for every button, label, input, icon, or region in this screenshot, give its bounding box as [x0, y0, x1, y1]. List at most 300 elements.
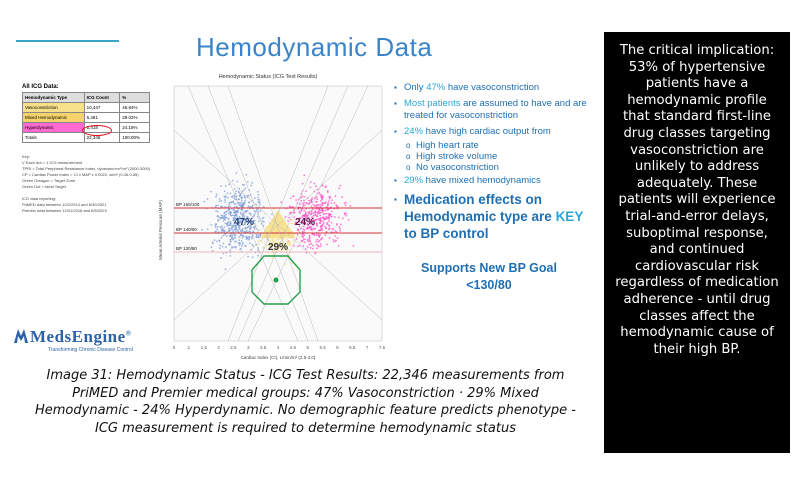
table-header: ICG Count — [84, 93, 120, 103]
scatter-dot — [326, 244, 328, 246]
scatter-dot — [230, 229, 232, 231]
scatter-dot — [322, 204, 324, 206]
scatter-dot — [292, 196, 294, 198]
scatter-dot — [336, 224, 338, 226]
scatter-dot — [318, 246, 320, 248]
scatter-dot — [215, 210, 217, 212]
scatter-dot — [319, 215, 321, 217]
scatter-dot — [310, 199, 312, 201]
scatter-dot — [222, 217, 224, 219]
scatter-dot — [318, 236, 320, 238]
table-row: Totals 22,346 100.00% — [23, 133, 150, 143]
scatter-dot — [255, 224, 257, 226]
scatter-dot — [253, 231, 255, 233]
scatter-dot — [292, 240, 294, 242]
scatter-dot — [224, 215, 226, 217]
scatter-dot — [224, 197, 226, 199]
scatter-dot — [207, 228, 209, 230]
scatter-dot — [243, 195, 245, 197]
x-tick-label: 2.5 — [230, 345, 237, 350]
ideal-target-dot — [274, 278, 279, 283]
scatter-dot — [331, 199, 333, 201]
scatter-dot — [234, 203, 236, 205]
scatter-dot — [323, 222, 325, 224]
scatter-dot — [244, 199, 246, 201]
scatter-dot — [201, 229, 203, 231]
x-tick-label: 6.5 — [349, 345, 356, 350]
x-tick-label: 1.5 — [200, 345, 207, 350]
scatter-dot — [227, 218, 229, 220]
scatter-dot — [239, 202, 241, 204]
scatter-dot — [224, 216, 226, 218]
scatter-dot — [313, 183, 315, 185]
scatter-dot — [345, 205, 347, 207]
note-line: ICG data reporting: — [22, 196, 57, 201]
scatter-dot — [241, 199, 243, 201]
scatter-dot — [287, 220, 289, 222]
scatter-dot — [252, 256, 254, 258]
x-tick-label: 7 — [365, 345, 369, 350]
scatter-dot — [341, 196, 343, 198]
scatter-dot — [328, 224, 330, 226]
scatter-dot — [303, 202, 305, 204]
scatter-dot — [298, 211, 300, 213]
scatter-dot — [215, 196, 217, 198]
scatter-dot — [256, 228, 258, 230]
scatter-dot — [330, 196, 332, 198]
bullet-item: ▪ Only 47% have vasoconstriction — [394, 82, 593, 94]
bp-goal-line: <130/80 — [466, 278, 512, 292]
scatter-dot — [234, 188, 236, 190]
scatter-dot — [228, 230, 230, 232]
scatter-dot — [321, 202, 323, 204]
scatter-dot — [231, 227, 233, 229]
x-tick-label: 4 — [276, 345, 280, 350]
bullet-item: ▪ 29% have mixed hemodynamics — [394, 175, 593, 187]
scatter-dot — [217, 211, 219, 213]
scatter-dot — [239, 242, 241, 244]
scatter-dot — [216, 194, 218, 196]
scatter-dot — [235, 193, 237, 195]
scatter-dot — [215, 227, 217, 229]
scatter-dot — [275, 239, 277, 241]
scatter-dot — [255, 236, 257, 238]
scatter-dot — [260, 210, 262, 212]
table-header: Hemodynamic Type — [23, 93, 85, 103]
scatter-dot — [231, 215, 233, 217]
scatter-dot — [338, 245, 340, 247]
note-line: Premier data between 12/31/2016 and 6/5/2023 — [22, 208, 107, 213]
scatter-dot — [224, 218, 226, 220]
scatter-dot — [214, 225, 216, 227]
scatter-dot — [228, 204, 230, 206]
scatter-dot — [250, 214, 252, 216]
scatter-dot — [337, 237, 339, 239]
scatter-dot — [236, 203, 238, 205]
scatter-dot — [247, 256, 249, 258]
scatter-dot — [321, 229, 323, 231]
scatter-dot — [317, 213, 319, 215]
scatter-dot — [247, 181, 249, 183]
scatter-dot — [224, 201, 226, 203]
scatter-dot — [226, 235, 228, 237]
scatter-dot — [221, 214, 223, 216]
scatter-dot — [331, 216, 333, 218]
scatter-dot — [305, 190, 307, 192]
total-highlight-ring — [82, 125, 112, 136]
scatter-dot — [316, 239, 318, 241]
scatter-dot — [224, 190, 226, 192]
scatter-dot — [318, 192, 320, 194]
scatter-dot — [251, 182, 253, 184]
scatter-dot — [222, 235, 224, 237]
scatter-dot — [215, 205, 217, 207]
scatter-dot — [309, 244, 311, 246]
scatter-dot — [322, 208, 324, 210]
scatter-dot — [238, 199, 240, 201]
scatter-dot — [257, 191, 259, 193]
scatter-dot — [316, 225, 318, 227]
scatter-dot — [313, 212, 315, 214]
scatter-dot — [242, 243, 244, 245]
scatter-dot — [310, 247, 312, 249]
scatter-dot — [240, 213, 242, 215]
scatter-dot — [217, 226, 219, 228]
x-axis-ticks — [173, 345, 386, 350]
scatter-dot — [300, 210, 302, 212]
scatter-dot — [254, 226, 256, 228]
table-row: Vasoconstriction 10,447 46.84% — [23, 103, 150, 113]
scatter-dot — [314, 214, 316, 216]
scatter-dot — [311, 210, 313, 212]
scatter-dot — [250, 185, 252, 187]
scatter-dot — [257, 255, 259, 257]
scatter-dot — [235, 247, 237, 249]
scatter-dot — [241, 197, 243, 199]
scatter-dot — [219, 247, 221, 249]
scatter-dot — [235, 234, 237, 236]
scatter-dot — [220, 185, 222, 187]
scatter-dot — [271, 214, 273, 216]
scatter-dot — [238, 191, 240, 193]
scatter-dot — [229, 224, 231, 226]
scatter-dot — [319, 229, 321, 231]
scatter-dot — [229, 223, 231, 225]
scatter-dot — [240, 230, 242, 232]
scatter-dot — [332, 239, 334, 241]
scatter-dot — [232, 180, 234, 182]
scatter-dot — [292, 222, 294, 224]
scatter-dot — [316, 201, 318, 203]
scatter-dot — [320, 245, 322, 247]
scatter-dot — [326, 213, 328, 215]
scatter-dot — [327, 204, 329, 206]
scatter-dot — [228, 244, 230, 246]
brand-name: MedsEngine — [30, 327, 126, 346]
bp-goal-line: Supports New BP Goal — [421, 261, 557, 275]
scatter-dot — [314, 205, 316, 207]
scatter-dot — [212, 242, 214, 244]
scatter-dot — [215, 223, 217, 225]
scatter-dot — [308, 203, 310, 205]
scatter-dot — [310, 181, 312, 183]
scatter-dot — [316, 215, 318, 217]
scatter-dot — [247, 237, 249, 239]
plot-area — [174, 86, 382, 341]
scatter-dot — [217, 205, 219, 207]
scatter-dot — [340, 224, 342, 226]
scatter-dot — [312, 245, 314, 247]
scatter-dot — [254, 228, 256, 230]
scatter-dot — [225, 268, 227, 270]
chart-title: Hemodynamic Status (ICG Test Results) — [218, 74, 318, 80]
scatter-dot — [229, 202, 231, 204]
scatter-dot — [302, 231, 304, 233]
implication-sidebar: The critical implication: 53% of hypertensive patients have a hemodynamic profile that standard first-line drug classes targeting vasoconstriction are unlikely to address adequately. These patients will experience trial-and-error delays, suboptimal response, and continued cardiovascular risk regardless of medication adherence - until drug classes affect the hemodynamic cause of their high BP. — [604, 32, 790, 453]
scatter-dot — [249, 212, 251, 214]
scatter-dot — [241, 245, 243, 247]
scatter-dot — [236, 172, 238, 174]
scatter-dot — [229, 221, 231, 223]
scatter-dot — [257, 216, 259, 218]
scatter-dot — [230, 241, 232, 243]
scatter-dot — [243, 189, 245, 191]
scatter-dot — [234, 237, 236, 239]
scatter-dot — [221, 227, 223, 229]
bp-label: BP 160/100 — [176, 202, 200, 207]
scatter-dot — [303, 245, 305, 247]
scatter-dot — [243, 235, 245, 237]
scatter-dot — [258, 194, 260, 196]
scatter-dot — [335, 195, 337, 197]
scatter-dot — [316, 248, 318, 250]
medication-emphasis: ▪ Medication effects on Hemodynamic type are KEY to BP control — [394, 191, 593, 242]
scatter-dot — [233, 247, 235, 249]
scatter-dot — [312, 209, 314, 211]
bp-goal — [394, 260, 584, 294]
scatter-dot — [328, 220, 330, 222]
scatter-dot — [242, 204, 244, 206]
scatter-dot — [224, 234, 226, 236]
scatter-dot — [225, 185, 227, 187]
scatter-dot — [248, 195, 250, 197]
scatter-dot — [210, 191, 212, 193]
scatter-dot — [307, 246, 309, 248]
scatter-dot — [214, 231, 216, 233]
sub-bullet-item: o High stroke volume — [394, 151, 593, 163]
scatter-dot — [219, 198, 221, 200]
scatter-dot — [334, 235, 336, 237]
scatter-dot — [210, 224, 212, 226]
scatter-dot — [236, 206, 238, 208]
scatter-dot — [316, 244, 318, 246]
scatter-dot — [302, 236, 304, 238]
scatter-dot — [318, 218, 320, 220]
scatter-dot — [342, 217, 344, 219]
scatter-dot — [334, 216, 336, 218]
scatter-dot — [317, 241, 319, 243]
scatter-dot — [335, 230, 337, 232]
scatter-dot — [245, 245, 247, 247]
note-line: Key: — [22, 154, 31, 159]
scatter-dot — [304, 241, 306, 243]
scatter-dot — [220, 257, 222, 259]
scatter-dot — [246, 230, 248, 232]
scatter-dot — [240, 195, 242, 197]
scatter-dot — [300, 197, 302, 199]
table-title: All ICG Data: — [22, 84, 59, 90]
scatter-dot — [222, 246, 224, 248]
scatter-dot — [320, 243, 322, 245]
scatter-dot — [221, 225, 223, 227]
scatter-dot — [260, 229, 262, 231]
scatter-dot — [338, 187, 340, 189]
scatter-dot — [329, 198, 331, 200]
scatter-dot — [235, 231, 237, 233]
scatter-dot — [251, 244, 253, 246]
scatter-dot — [222, 253, 224, 255]
brand-registered-mark: ® — [125, 329, 132, 338]
table-row: Hyperdynamic 5,418 24.18% — [23, 123, 150, 133]
scatter-dot — [254, 213, 256, 215]
scatter-dot — [348, 219, 350, 221]
scatter-dot — [227, 192, 229, 194]
scatter-dot — [331, 222, 333, 224]
scatter-dot — [245, 210, 247, 212]
scatter-dot — [305, 213, 307, 215]
scatter-dot — [307, 239, 309, 241]
scatter-dot — [207, 198, 209, 200]
x-tick-label: 6 — [336, 345, 339, 350]
scatter-dot — [321, 228, 323, 230]
bp-label: BP 130/80 — [176, 246, 197, 251]
vaso-percent-label: 47% — [233, 217, 255, 228]
scatter-dot — [320, 200, 322, 202]
scatter-dot — [231, 196, 233, 198]
scatter-dot — [229, 228, 231, 230]
scatter-dot — [218, 216, 220, 218]
scatter-dot — [328, 229, 330, 231]
scatter-dot — [316, 234, 318, 236]
scatter-dot — [319, 222, 321, 224]
scatter-dot — [249, 242, 251, 244]
scatter-dot — [325, 186, 327, 188]
scatter-dot — [238, 236, 240, 238]
scatter-dot — [241, 240, 243, 242]
scatter-dot — [231, 246, 233, 248]
scatter-dot — [212, 250, 214, 252]
scatter-dot — [295, 199, 297, 201]
scatter-dot — [216, 229, 218, 231]
scatter-dot — [310, 187, 312, 189]
scatter-dot — [259, 199, 261, 201]
scatter-dot — [301, 240, 303, 242]
scatter-dot — [303, 210, 305, 212]
scatter-dot — [304, 204, 306, 206]
scatter-dot — [324, 225, 326, 227]
scatter-dot — [217, 215, 219, 217]
scatter-dot — [258, 230, 260, 232]
scatter-dot — [323, 218, 325, 220]
note-line: PriMED data between 1/22/2014 and 6/30/2021 — [22, 202, 107, 207]
scatter-dot — [263, 217, 265, 219]
scatter-dot — [220, 217, 222, 219]
scatter-dot — [233, 209, 235, 211]
scatter-dot — [255, 234, 257, 236]
scatter-dot — [325, 227, 327, 229]
scatter-dot — [246, 174, 248, 176]
scatter-dot — [319, 234, 321, 236]
scatter-dot — [230, 212, 232, 214]
image-caption: Image 31: Hemodynamic Status - ICG Test Results: 22,346 measurements from PriMED and Premier medical groups: 47% Vasoconstriction · 29% Mixed Hemodynamic - 24% Hyperdynamic. No demographic feature predicts phenotype - ICG measurement is required to determine hemodynamic status — [35, 368, 576, 436]
slide-image — [8, 22, 593, 360]
scatter-dot — [320, 225, 322, 227]
scatter-dot — [221, 200, 223, 202]
scatter-dot — [219, 200, 221, 202]
scatter-dot — [297, 245, 299, 247]
scatter-dot — [325, 210, 327, 212]
scatter-dot — [315, 241, 317, 243]
scatter-dot — [299, 236, 301, 238]
scatter-dot — [230, 235, 232, 237]
scatter-dot — [311, 197, 313, 199]
scatter-dot — [289, 240, 291, 242]
scatter-dot — [231, 201, 233, 203]
x-axis-label: Cardiac Index (CI), L/min/m² (2.5-4.0) — [240, 355, 316, 360]
scatter-dot — [290, 242, 292, 244]
x-tick-label: 4.5 — [289, 345, 297, 350]
scatter-dot — [248, 205, 250, 207]
chart-notes — [22, 154, 152, 214]
scatter-dot — [259, 202, 261, 204]
scatter-dot — [303, 196, 305, 198]
scatter-dot — [339, 228, 341, 230]
sub-bullet-item: o High heart rate — [394, 140, 593, 152]
scatter-dot — [223, 243, 225, 245]
scatter-dot — [246, 238, 248, 240]
scatter-dot — [254, 210, 256, 212]
scatter-dot — [232, 200, 234, 202]
scatter-dot — [337, 206, 339, 208]
scatter-dot — [250, 206, 252, 208]
scatter-dot — [216, 241, 218, 243]
scatter-dot — [290, 223, 292, 225]
scatter-dot — [286, 238, 288, 240]
scatter-dot — [320, 217, 322, 219]
scatter-dot — [302, 228, 304, 230]
scatter-dot — [289, 245, 291, 247]
bp-label: BP 140/90 — [176, 227, 197, 232]
x-tick-label: 7.5 — [378, 345, 386, 350]
note-line: Green Dot = Ideal Target — [22, 184, 66, 189]
scatter-dot — [329, 237, 331, 239]
scatter-dot — [303, 238, 305, 240]
sub-bullet-item: o No vasoconstriction — [394, 162, 593, 174]
scatter-dot — [211, 246, 213, 248]
scatter-dot — [319, 194, 321, 196]
scatter-dot — [292, 219, 294, 221]
scatter-dot — [236, 229, 238, 231]
scatter-dot — [349, 205, 351, 207]
slide-bullets — [394, 82, 593, 294]
scatter-dot — [234, 241, 236, 243]
scatter-dot — [302, 183, 304, 185]
scatter-dot — [322, 220, 324, 222]
scatter-dot — [303, 174, 305, 176]
scatter-dot — [316, 205, 318, 207]
scatter-dot — [244, 197, 246, 199]
scatter-dot — [231, 234, 233, 236]
